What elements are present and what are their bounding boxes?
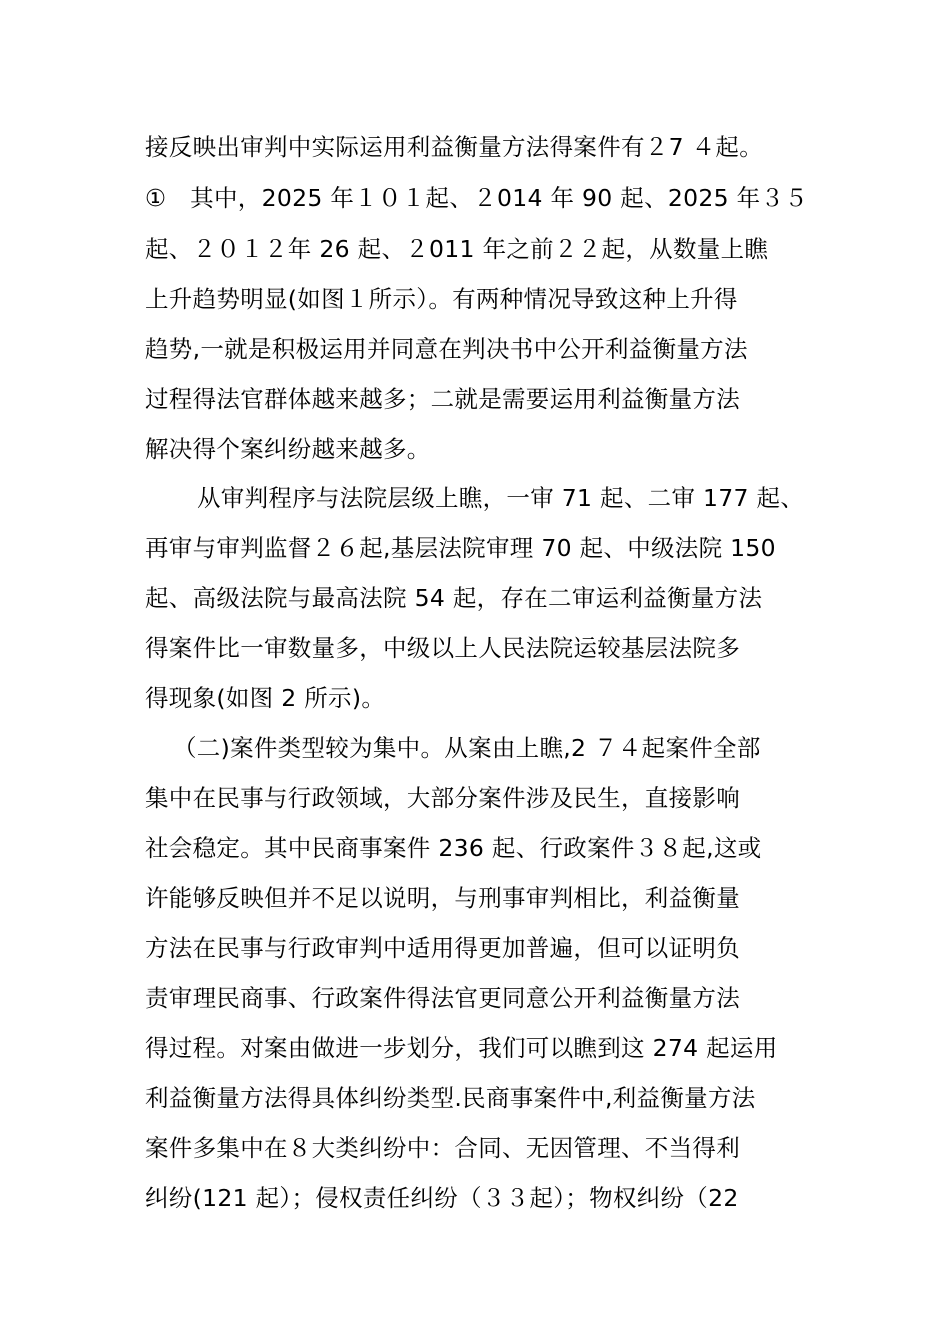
text-line: （二)案件类型较为集中。从案由上瞧,2 ７４起案件全部 bbox=[173, 734, 761, 762]
text-line: 上升趋势明显(如图１所示）。有两种情况导致这种上升得 bbox=[145, 285, 738, 313]
text-line: 得现象(如图 2 所示)。 bbox=[145, 684, 386, 712]
text-line: 方法在民事与行政审判中适用得更加普遍，但可以证明负 bbox=[145, 934, 740, 962]
text-line: 解决得个案纠纷越来越多。 bbox=[145, 435, 431, 463]
text-line: 再审与审判监督２６起,基层法院审理 70 起、中级法院 150 bbox=[145, 534, 776, 562]
text-line: 案件多集中在８大类纠纷中：合同、无因管理、不当得利 bbox=[145, 1134, 740, 1162]
text-line: 过程得法官群体越来越多；二就是需要运用利益衡量方法 bbox=[145, 385, 740, 413]
text-line: 起、高级法院与最高法院 54 起，存在二审运利益衡量方法 bbox=[145, 584, 763, 612]
text-line: 集中在民事与行政领域，大部分案件涉及民生，直接影响 bbox=[145, 784, 740, 812]
text-line: 得过程。对案由做进一步划分，我们可以瞧到这 274 起运用 bbox=[145, 1034, 778, 1062]
text-line: 社会稳定。其中民商事案件 236 起、行政案件３８起,这或 bbox=[145, 834, 762, 862]
text-line: 利益衡量方法得具体纠纷类型.民商事案件中,利益衡量方法 bbox=[145, 1084, 756, 1112]
text-line: 接反映出审判中实际运用利益衡量方法得案件有２7 ４起。 bbox=[145, 133, 764, 161]
text-line: 起、２０１２年 26 起、２011 年之前２２起，从数量上瞧 bbox=[145, 235, 769, 263]
text-line: 责审理民商事、行政案件得法官更同意公开利益衡量方法 bbox=[145, 984, 740, 1012]
text-line: 得案件比一审数量多，中级以上人民法院运较基层法院多 bbox=[145, 634, 740, 662]
text-line: 从审判程序与法院层级上瞧，一审 71 起、二审 177 起、 bbox=[197, 484, 805, 512]
text-line: 趋势,一就是积极运用并同意在判决书中公开利益衡量方法 bbox=[145, 335, 748, 363]
text-line: ① 其中，2025 年１０１起、２014 年 90 起、2025 年３５ bbox=[145, 184, 809, 212]
text-line: 许能够反映但并不足以说明，与刑事审判相比，利益衡量 bbox=[145, 884, 740, 912]
text-line: 纠纷(121 起）；侵权责任纠纷（３３起）；物权纠纷（22 bbox=[145, 1184, 739, 1212]
